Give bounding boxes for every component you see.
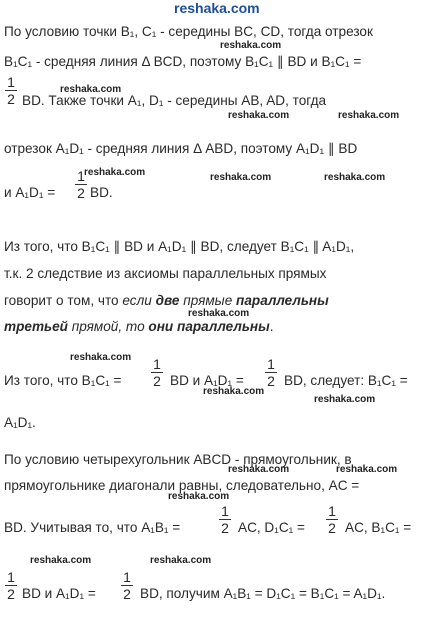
fraction-one-half: 1 2 bbox=[120, 569, 134, 602]
text-line: т.к. 2 следствие из аксиомы параллельных прямых bbox=[4, 266, 327, 281]
watermark: reshaka.com bbox=[336, 464, 398, 475]
text-run-italic: прямые bbox=[183, 293, 233, 308]
text-line: Из того, что B₁C₁ ∥ BD и A₁D₁ ∥ BD, следует B₁C₁ ∥ A₁D₁, bbox=[4, 239, 355, 254]
text-run-italic: прямой, то bbox=[71, 319, 145, 334]
fraction-one-half: 1 2 bbox=[4, 74, 18, 107]
text-line: третьей прямой, то они параллельны. bbox=[4, 319, 274, 334]
fraction-one-half: 1 2 bbox=[325, 503, 339, 536]
fraction-one-half: 1 2 bbox=[4, 569, 18, 602]
watermark: reshaka.com bbox=[70, 352, 132, 363]
text-line: отрезок A₁D₁ - средняя линия Δ ABD, поэтому A₁D₁ ∥ BD bbox=[4, 141, 358, 156]
fraction-one-half: 1 2 bbox=[150, 356, 164, 389]
watermark: reshaka.com bbox=[188, 308, 250, 319]
text-run-bold-italic: они параллельны bbox=[148, 319, 270, 334]
fraction-one-half: 1 2 bbox=[218, 503, 232, 536]
text-run-bold-italic: две bbox=[155, 293, 180, 308]
text-line: По условию точки B₁, C₁ - середины BC, CD, тогда отрезок bbox=[4, 24, 373, 39]
text-run-italic: если bbox=[122, 293, 152, 308]
watermark: reshaka.com bbox=[84, 167, 146, 178]
text-line: BD и A₁D₁ = bbox=[170, 373, 244, 388]
text-line: BD. Учитывая то, что A₁B₁ = bbox=[4, 520, 181, 535]
text-line: BD. bbox=[90, 185, 113, 200]
text-line: прямоугольнике диагонали равны, следовательно, AC = bbox=[4, 478, 360, 493]
text-line: AC, B₁C₁ = bbox=[345, 520, 412, 535]
watermark: reshaka.com bbox=[60, 84, 122, 95]
text-line: BD. Также точки A₁, D₁ - середины AB, AD, тогда bbox=[22, 93, 327, 108]
text-run-bold-italic: третьей bbox=[4, 319, 68, 334]
text-line bbox=[4, 292, 329, 309]
text-line: BD, получим A₁B₁ = D₁C₁ = B₁C₁ = A₁D₁. bbox=[140, 586, 386, 601]
text-line: По условию четырехугольник ABCD - прямоугольник, в bbox=[4, 452, 352, 467]
text-run: говорит о том, что bbox=[4, 293, 119, 308]
text-line: BD и A₁D₁ = bbox=[22, 586, 96, 601]
text-run-bold-italic: параллельны bbox=[236, 293, 329, 308]
watermark: reshaka.com bbox=[228, 110, 290, 121]
watermark: reshaka.com bbox=[220, 40, 282, 51]
watermark: reshaka.com bbox=[338, 110, 400, 121]
text-line: и A₁D₁ = bbox=[4, 185, 56, 200]
text-line: B₁C₁ - средняя линия Δ BCD, поэтому B₁C₁ ∥ BD и B₁C₁ = bbox=[4, 54, 362, 69]
text-line: A₁D₁. bbox=[4, 415, 36, 430]
watermark: reshaka.com bbox=[210, 172, 272, 183]
watermark: reshaka.com bbox=[314, 394, 376, 405]
text-line: BD, следует: B₁C₁ = bbox=[284, 373, 408, 388]
watermark: reshaka.com bbox=[203, 386, 265, 397]
watermark: reshaka.com bbox=[168, 491, 230, 502]
watermark: reshaka.com bbox=[150, 555, 212, 566]
watermark: reshaka.com bbox=[30, 555, 92, 566]
watermark: reshaka.com bbox=[324, 172, 386, 183]
text-line: Из того, что B₁C₁ = bbox=[4, 373, 122, 388]
fraction-one-half: 1 2 bbox=[74, 168, 88, 201]
fraction-one-half: 1 2 bbox=[264, 356, 278, 389]
watermark: reshaka.com bbox=[228, 464, 290, 475]
text-line: AC, D₁C₁ = bbox=[238, 520, 305, 535]
site-watermark-top: reshaka.com bbox=[174, 0, 260, 16]
